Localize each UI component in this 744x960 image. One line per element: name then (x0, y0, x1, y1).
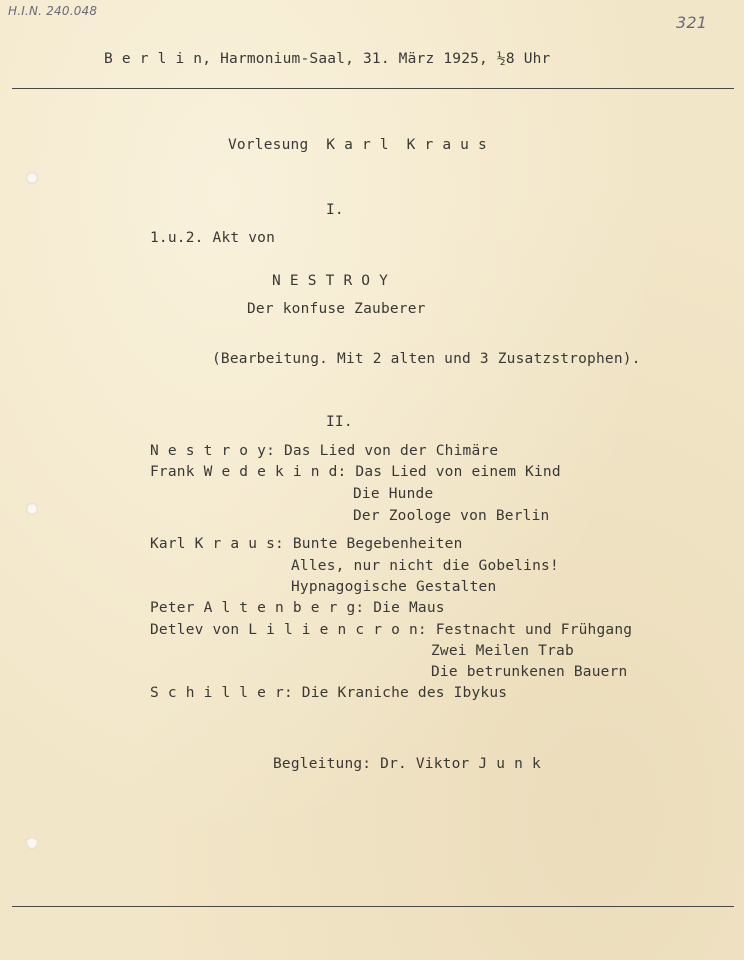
archive-signature: H.I.N. 240.048 (8, 4, 98, 18)
part-one-play: Der konfuse Zauberer (247, 301, 426, 317)
punch-hole (26, 172, 38, 184)
program-line: Alles, nur nicht die Gobelins! (291, 558, 559, 574)
program-line: Die betrunkenen Bauern (431, 664, 628, 680)
part-two-numeral: II. (326, 414, 353, 430)
part-one-author: N E S T R O Y (272, 273, 389, 289)
accompaniment-line: Begleitung: Dr. Viktor J u n k (273, 756, 541, 772)
program-line: N e s t r o y: Das Lied von der Chimäre (150, 443, 499, 459)
part-one-note: (Bearbeitung. Mit 2 alten und 3 Zusatzstrophen). (212, 351, 641, 367)
part-one-acts: 1.u.2. Akt von (150, 230, 276, 246)
program-line: S c h i l l e r: Die Kraniche des Ibykus (150, 685, 508, 701)
punch-hole (26, 503, 38, 515)
document-title: Vorlesung K a r l K r a u s (228, 137, 487, 153)
header-rule (12, 88, 734, 89)
program-line: Frank W e d e k i n d: Das Lied von einem Kind (150, 464, 561, 480)
program-line: Die Hunde (353, 486, 434, 502)
program-line: Detlev von L i l i e n c r o n: Festnacht und Frühgang (150, 622, 633, 638)
punch-hole (26, 837, 38, 849)
program-line: Zwei Meilen Trab (431, 643, 574, 659)
program-line: Der Zoologe von Berlin (353, 508, 550, 524)
program-line: Peter A l t e n b e r g: Die Maus (150, 600, 445, 616)
program-line: Karl K r a u s: Bunte Begebenheiten (150, 536, 463, 552)
part-one-numeral: I. (326, 202, 344, 218)
page-number: 321 (676, 13, 708, 32)
program-line: Hypnagogische Gestalten (291, 579, 497, 595)
footer-rule (12, 906, 734, 907)
header-line: B e r l i n, Harmonium-Saal, 31. März 1925, ½8 Uhr (104, 51, 551, 67)
